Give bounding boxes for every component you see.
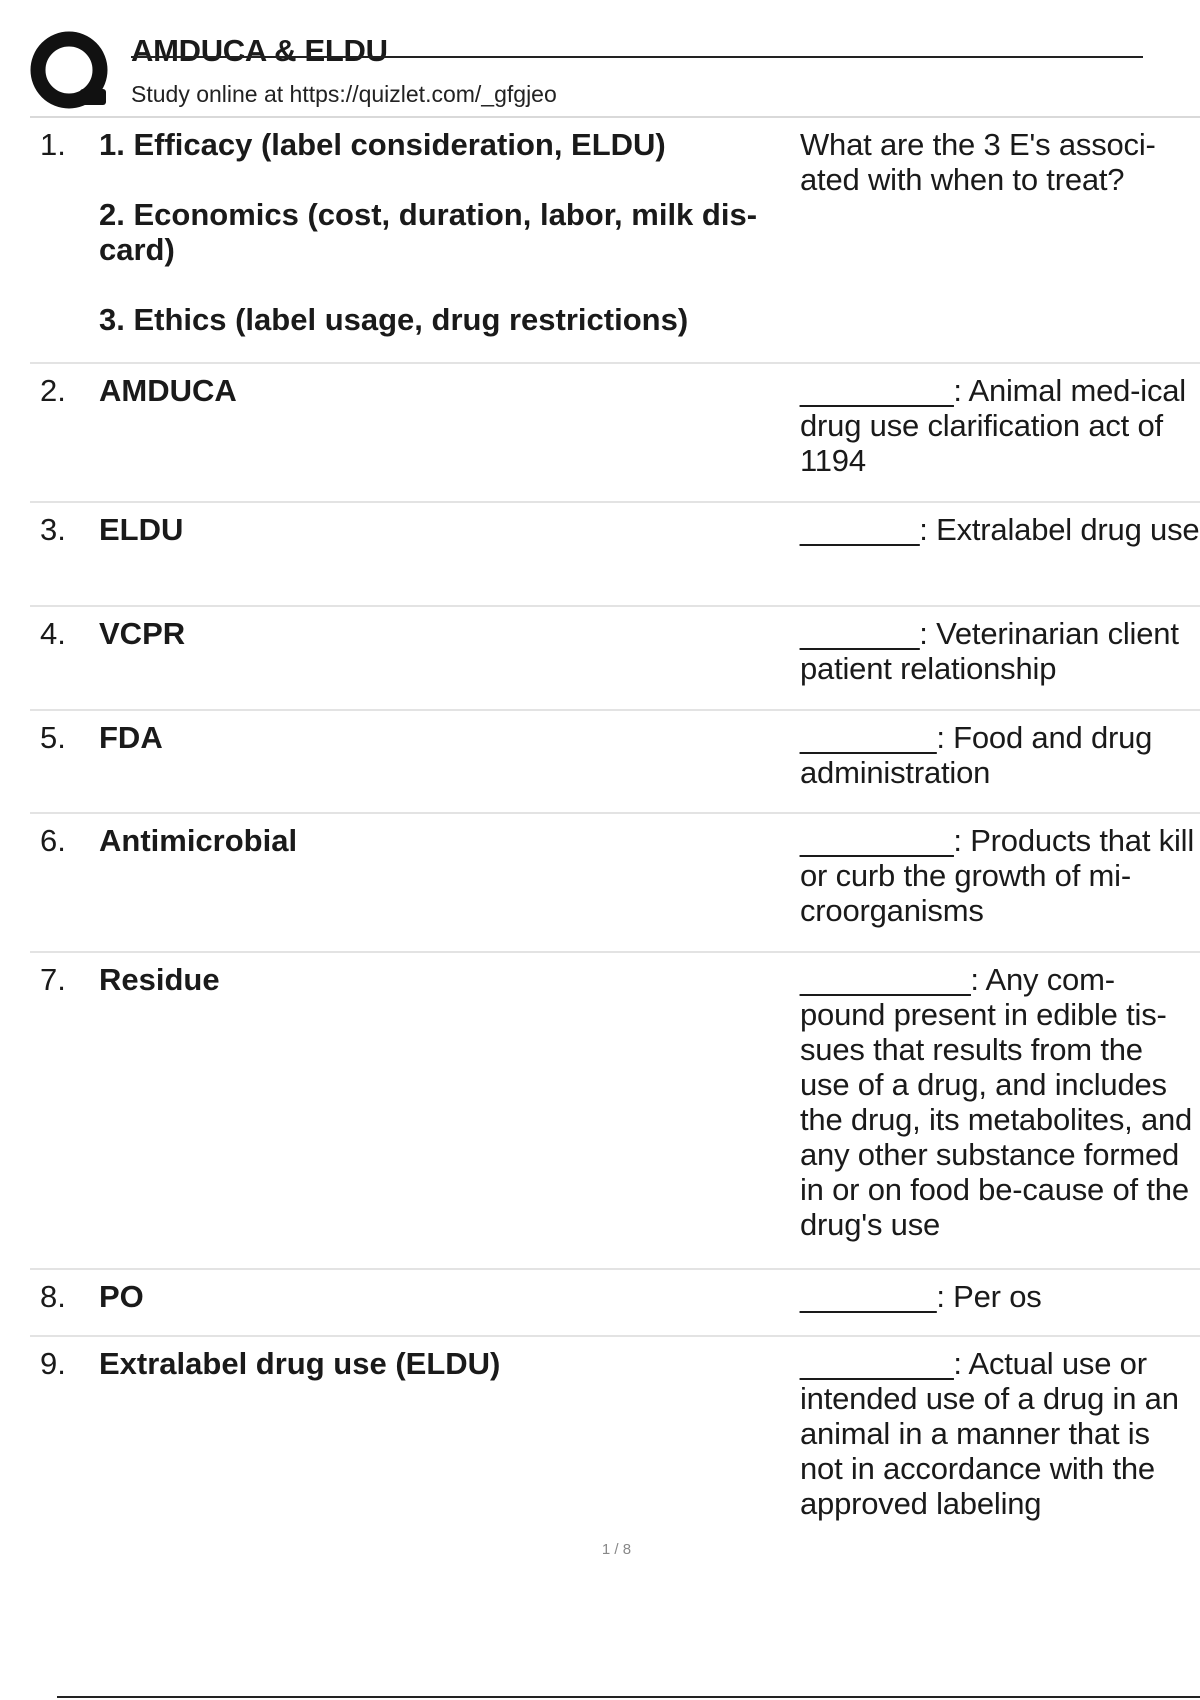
flashcard-row (30, 711, 1200, 814)
card-number: 3. (40, 512, 66, 547)
card-number: 4. (40, 616, 66, 651)
card-term (99, 720, 800, 803)
flashcard-row (30, 364, 1200, 503)
card-definition: _________: Products that kill or curb the growth of mi-croorganisms (800, 823, 1195, 928)
term-line: 2. Economics (cost, duration, labor, milk dis-card) (99, 197, 758, 267)
card-definition: What are the 3 E's associ-ated with when to treat? (800, 127, 1156, 197)
flashcard-row (30, 814, 1200, 953)
card-number: 1. (40, 127, 66, 162)
term-line: Residue (99, 962, 220, 997)
title-underline (131, 56, 1143, 58)
flashcard-row (30, 503, 1200, 607)
document-title: AMDUCA & ELDU (131, 33, 388, 68)
card-term (99, 823, 800, 942)
card-definition: _______: Extralabel drug use (800, 512, 1200, 547)
card-term (99, 962, 800, 1259)
term-line: 1. Efficacy (label consideration, ELDU) (99, 127, 666, 162)
term-line: VCPR (99, 616, 186, 651)
card-definition: _________: Animal med-ical drug use clarification act of 1194 (800, 373, 1186, 478)
flashcard-row (30, 118, 1200, 364)
study-online-link[interactable]: Study online at https://quizlet.com/_gfgjeo (131, 81, 557, 107)
flashcard-row (30, 607, 1200, 711)
card-term (99, 1346, 800, 1521)
footer-divider (57, 1696, 1200, 1698)
flashcard-row (30, 953, 1200, 1270)
term-line: AMDUCA (99, 373, 237, 408)
term-line: Antimicrobial (99, 823, 298, 858)
card-definition: ________: Per os (800, 1279, 1042, 1314)
term-line: Extralabel drug use (ELDU) (99, 1346, 501, 1381)
flashcard-list (30, 118, 1200, 1530)
flashcard-row (30, 1270, 1200, 1337)
card-number: 5. (40, 720, 66, 755)
card-term (99, 1279, 800, 1326)
card-number: 9. (40, 1346, 66, 1381)
card-definition: __________: Any com-pound present in edible tis-sues that results from the use of a drug, and includes the drug, its metabolites, and any other substance formed in or on food be-cause of the drug's use (800, 962, 1193, 1242)
card-term (99, 616, 800, 700)
flashcard-row (30, 1337, 1200, 1530)
term-line: 3. Ethics (label usage, drug restrictions) (99, 302, 689, 337)
card-definition: ________: Food and drug administration (800, 720, 1153, 790)
page-indicator: 1 / 8 (601, 1541, 632, 1558)
quizlet-logo-icon (30, 31, 112, 113)
card-definition: _________: Actual use or intended use of a drug in an animal in a manner that is not in accordance with the approved labeling (800, 1346, 1179, 1521)
card-number: 2. (40, 373, 66, 408)
card-number: 8. (40, 1279, 66, 1314)
card-definition: _______: Veterinarian client patient relationship (800, 616, 1179, 686)
term-line: PO (99, 1279, 144, 1314)
card-term (99, 127, 800, 353)
card-term (99, 512, 800, 596)
term-line: ELDU (99, 512, 184, 547)
card-term (99, 373, 800, 492)
term-line: FDA (99, 720, 163, 755)
card-number: 6. (40, 823, 66, 858)
card-number: 7. (40, 962, 66, 997)
